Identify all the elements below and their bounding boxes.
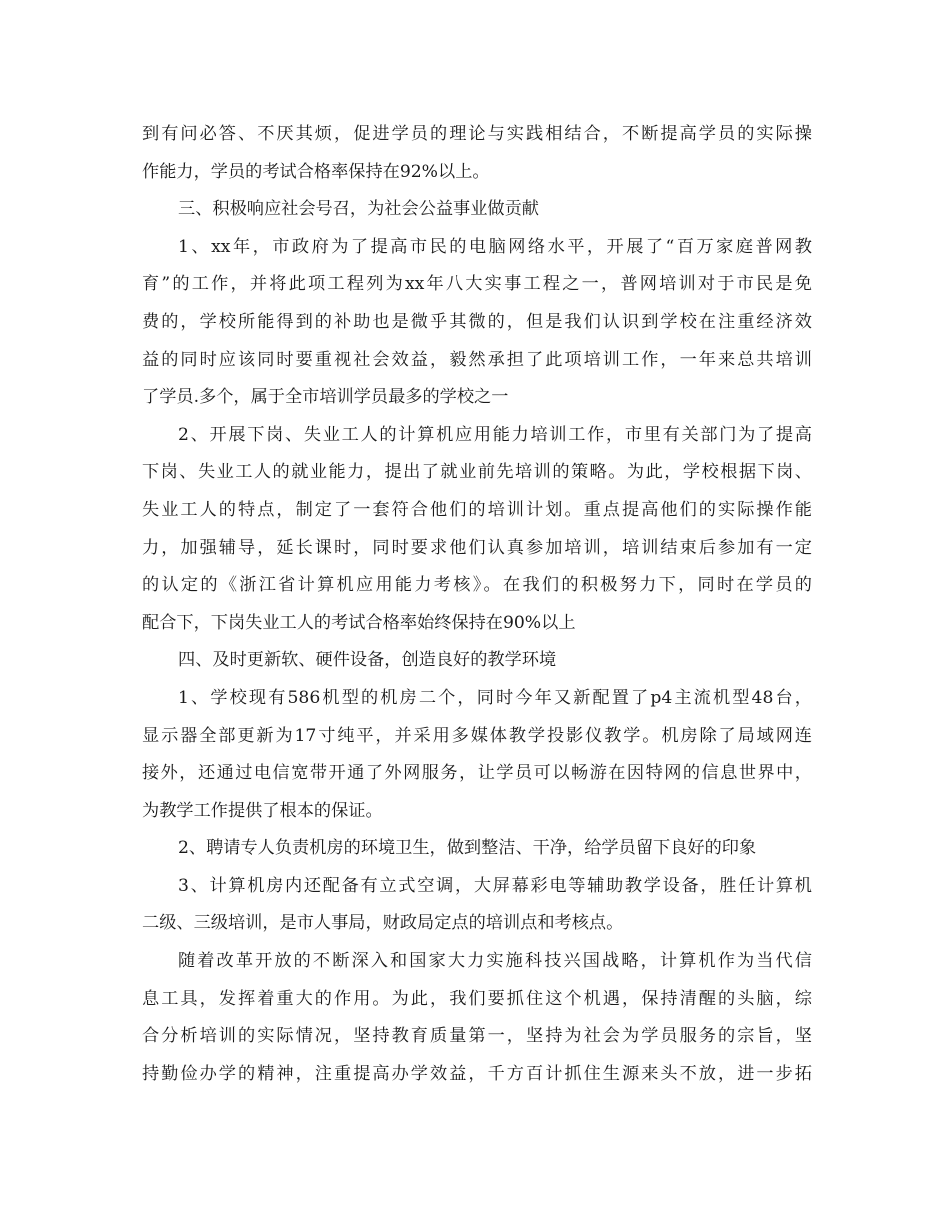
text-line: 益的同时应该同时要重视社会效益，毅然承担了此项培训工作，一年来总共培训 (142, 349, 812, 370)
text-line: 3、计算机房内还配备有立式空调，大屏幕彩电等辅助教学设备，胜任计算机 (178, 875, 812, 896)
text-line: 费的，学校所能得到的补助也是微乎其微的，但是我们认识到学校在注重经济效 (142, 311, 812, 332)
text-line: 育”的工作，并将此项工程列为xx年八大实事工程之一，普网培训对于市民是免 (142, 274, 812, 295)
document-body (142, 116, 812, 1093)
text-line: 的认定的《浙江省计算机应用能力考核》。在我们的积极努力下，同时在学员的 (142, 575, 812, 596)
text-line: 了学员.多个，属于全市培训学员最多的学校之一 (142, 387, 509, 408)
text-line: 息工具，发挥着重大的作用。为此，我们要抓住这个机遇，保持清醒的头脑，综 (142, 988, 812, 1009)
text-line: 1、xx年，市政府为了提高市民的电脑网络水平，开展了“百万家庭普网教 (178, 236, 812, 257)
text-line: 2、开展下岗、失业工人的计算机应用能力培训工作，市里有关部门为了提高 (178, 424, 812, 445)
text-line: 2、聘请专人负责机房的环境卫生，做到整洁、干净，给学员留下良好的印象 (178, 838, 757, 859)
text-line: 力，加强辅导，延长课时，同时要求他们认真参加培训，培训结束后参加有一定 (142, 537, 812, 558)
text-line: 显示器全部更新为17寸纯平，并采用多媒体教学投影仪教学。机房除了局域网连 (142, 725, 812, 746)
text-line: 二级、三级培训，是市人事局，财政局定点的培训点和考核点。 (142, 913, 624, 934)
text-line: 四、及时更新软、硬件设备，创造良好的教学环境 (178, 650, 557, 671)
text-line: 为教学工作提供了根本的保证。 (142, 800, 383, 821)
text-line: 持勤俭办学的精神，注重提高办学效益，千方百计抓住生源来头不放，进一步拓 (142, 1063, 812, 1084)
text-line: 三、积极响应社会号召，为社会公益事业做贡献 (178, 199, 539, 220)
text-line: 失业工人的特点，制定了一套符合他们的培训计划。重点提高他们的实际操作能 (142, 499, 812, 520)
text-line: 合分析培训的实际情况，坚持教育质量第一，坚持为社会为学员服务的宗旨，坚 (142, 1026, 812, 1047)
text-line: 1、学校现有586机型的机房二个，同时今年又新配置了p4主流机型48台， (178, 687, 812, 708)
text-line: 作能力，学员的考试合格率保持在92%以上。 (142, 161, 490, 182)
text-line: 接外，还通过电信宽带开通了外网服务，让学员可以畅游在因特网的信息世界中， (142, 763, 812, 784)
text-line: 配合下，下岗失业工人的考试合格率始终保持在90%以上 (142, 612, 576, 633)
text-line: 到有问必答、不厌其烦，促进学员的理论与实践相结合，不断提高学员的实际操 (142, 124, 812, 144)
text-line: 随着改革开放的不断深入和国家大力实施科技兴国战略，计算机作为当代信 (178, 951, 812, 972)
text-line: 下岗、失业工人的就业能力，提出了就业前先培训的策略。为此，学校根据下岗、 (142, 462, 812, 483)
